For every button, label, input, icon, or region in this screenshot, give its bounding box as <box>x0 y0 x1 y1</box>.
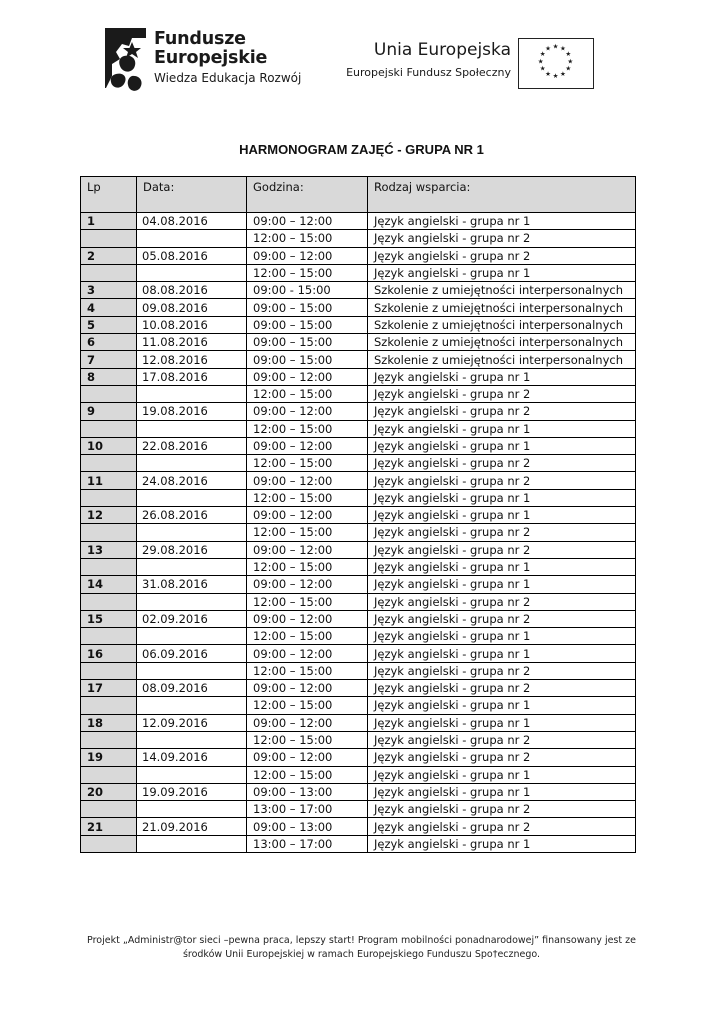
cell-lp: 2 <box>81 247 137 264</box>
cell-time: 12:00 – 15:00 <box>247 420 368 437</box>
cell-type: Język angielski - grupa nr 1 <box>368 714 636 731</box>
cell-type: Język angielski - grupa nr 2 <box>368 403 636 420</box>
svg-text:★: ★ <box>537 57 544 66</box>
table-row <box>81 472 636 489</box>
cell-date: 22.08.2016 <box>137 437 247 454</box>
header-lp: Lp <box>81 177 137 213</box>
cell-lp <box>81 766 137 783</box>
cell-date: 12.08.2016 <box>137 351 247 368</box>
cell-lp <box>81 628 137 645</box>
table-row <box>81 628 636 645</box>
table-row <box>81 835 636 852</box>
cell-lp <box>81 230 137 247</box>
svg-text:★: ★ <box>539 49 546 58</box>
cell-date: 26.08.2016 <box>137 507 247 524</box>
footer <box>0 934 723 962</box>
cell-date <box>137 835 247 852</box>
cell-lp: 5 <box>81 316 137 333</box>
cell-date: 04.08.2016 <box>137 213 247 230</box>
table-row <box>81 403 636 420</box>
svg-text:★: ★ <box>565 64 572 73</box>
document-title: HARMONOGRAM ZAJĘĆ - GRUPA NR 1 <box>239 142 484 157</box>
cell-time: 13:00 – 17:00 <box>247 835 368 852</box>
cell-date <box>137 766 247 783</box>
cell-date: 06.09.2016 <box>137 645 247 662</box>
cell-date: 29.08.2016 <box>137 541 247 558</box>
svg-text:★: ★ <box>539 64 546 73</box>
cell-time: 12:00 – 15:00 <box>247 455 368 472</box>
ue-logo-subtitle: Europejski Fundusz Społeczny <box>346 66 511 79</box>
table-row <box>81 316 636 333</box>
table-row <box>81 230 636 247</box>
cell-lp <box>81 731 137 748</box>
cell-lp <box>81 662 137 679</box>
cell-type: Język angielski - grupa nr 2 <box>368 662 636 679</box>
cell-date <box>137 385 247 402</box>
table-row <box>81 801 636 818</box>
table-row <box>81 489 636 506</box>
cell-type: Język angielski - grupa nr 2 <box>368 385 636 402</box>
cell-lp: 18 <box>81 714 137 731</box>
cell-date: 09.08.2016 <box>137 299 247 316</box>
cell-time: 12:00 – 15:00 <box>247 230 368 247</box>
table-row <box>81 541 636 558</box>
cell-time: 09:00 – 12:00 <box>247 541 368 558</box>
schedule-table <box>80 176 636 853</box>
cell-type: Język angielski - grupa nr 2 <box>368 749 636 766</box>
cell-date <box>137 628 247 645</box>
cell-time: 12:00 – 15:00 <box>247 524 368 541</box>
cell-type: Szkolenie z umiejętności interpersonalnych <box>368 316 636 333</box>
cell-type: Język angielski - grupa nr 1 <box>368 507 636 524</box>
cell-lp <box>81 264 137 281</box>
cell-date: 31.08.2016 <box>137 576 247 593</box>
cell-lp: 4 <box>81 299 137 316</box>
table-row <box>81 264 636 281</box>
cell-time: 09:00 – 12:00 <box>247 645 368 662</box>
cell-date <box>137 731 247 748</box>
cell-type: Język angielski - grupa nr 1 <box>368 697 636 714</box>
cell-type: Język angielski - grupa nr 2 <box>368 593 636 610</box>
footer-line2: środków Unii Europejskiej w ramach Europejskiego Funduszu Spo†ecznego. <box>182 949 541 960</box>
cell-lp: 11 <box>81 472 137 489</box>
cell-type: Język angielski - grupa nr 2 <box>368 230 636 247</box>
table-row <box>81 420 636 437</box>
cell-time: 09:00 – 12:00 <box>247 749 368 766</box>
table-row <box>81 558 636 575</box>
cell-type: Szkolenie z umiejętności interpersonalnych <box>368 351 636 368</box>
cell-lp <box>81 385 137 402</box>
cell-lp <box>81 801 137 818</box>
cell-type: Język angielski - grupa nr 1 <box>368 264 636 281</box>
cell-time: 09:00 – 12:00 <box>247 368 368 385</box>
cell-lp <box>81 524 137 541</box>
table-row <box>81 299 636 316</box>
table-row <box>81 593 636 610</box>
cell-type: Język angielski - grupa nr 1 <box>368 437 636 454</box>
table-row <box>81 437 636 454</box>
cell-lp: 14 <box>81 576 137 593</box>
cell-time: 12:00 – 15:00 <box>247 766 368 783</box>
cell-lp: 20 <box>81 783 137 800</box>
cell-lp: 8 <box>81 368 137 385</box>
cell-time: 12:00 – 15:00 <box>247 558 368 575</box>
cell-time: 12:00 – 15:00 <box>247 489 368 506</box>
cell-type: Język angielski - grupa nr 1 <box>368 628 636 645</box>
cell-type: Język angielski - grupa nr 2 <box>368 247 636 264</box>
cell-lp <box>81 558 137 575</box>
cell-date: 10.08.2016 <box>137 316 247 333</box>
cell-time: 09:00 – 12:00 <box>247 247 368 264</box>
table-row <box>81 680 636 697</box>
cell-time: 09:00 – 12:00 <box>247 437 368 454</box>
cell-date: 05.08.2016 <box>137 247 247 264</box>
cell-type: Język angielski - grupa nr 1 <box>368 783 636 800</box>
cell-type: Język angielski - grupa nr 2 <box>368 524 636 541</box>
table-row <box>81 524 636 541</box>
cell-date: 19.08.2016 <box>137 403 247 420</box>
table-row <box>81 610 636 627</box>
fundusze-europejskie-emblem-icon <box>102 26 150 96</box>
cell-type: Język angielski - grupa nr 1 <box>368 766 636 783</box>
table-row <box>81 576 636 593</box>
table-header-row <box>81 177 636 213</box>
cell-lp: 9 <box>81 403 137 420</box>
cell-lp: 16 <box>81 645 137 662</box>
cell-date: 21.09.2016 <box>137 818 247 835</box>
table-row <box>81 783 636 800</box>
svg-text:★: ★ <box>545 70 552 79</box>
cell-type: Szkolenie z umiejętności interpersonalnych <box>368 334 636 351</box>
cell-date <box>137 489 247 506</box>
cell-time: 09:00 – 12:00 <box>247 576 368 593</box>
table-row <box>81 731 636 748</box>
cell-lp <box>81 697 137 714</box>
cell-type: Język angielski - grupa nr 1 <box>368 489 636 506</box>
cell-date <box>137 420 247 437</box>
cell-time: 09:00 – 12:00 <box>247 610 368 627</box>
cell-time: 09:00 – 15:00 <box>247 316 368 333</box>
footer-line1: Projekt „Administr@tor sieci –pewna praca, lepszy start! Program mobilności ponadnarodowej” finansowany jest ze <box>87 935 636 946</box>
cell-time: 12:00 – 15:00 <box>247 662 368 679</box>
eu-stars-icon <box>519 39 592 87</box>
cell-date: 12.09.2016 <box>137 714 247 731</box>
cell-lp <box>81 593 137 610</box>
cell-type: Szkolenie z umiejętności interpersonalnych <box>368 282 636 299</box>
cell-date <box>137 697 247 714</box>
cell-date: 17.08.2016 <box>137 368 247 385</box>
cell-time: 09:00 – 12:00 <box>247 403 368 420</box>
cell-date: 08.09.2016 <box>137 680 247 697</box>
cell-lp: 3 <box>81 282 137 299</box>
cell-lp <box>81 835 137 852</box>
table-row <box>81 351 636 368</box>
cell-lp <box>81 455 137 472</box>
table-row <box>81 507 636 524</box>
eu-flag-icon <box>518 38 594 89</box>
svg-text:★: ★ <box>559 44 566 53</box>
cell-time: 09:00 – 15:00 <box>247 351 368 368</box>
table-row <box>81 247 636 264</box>
table-row <box>81 749 636 766</box>
svg-text:★: ★ <box>552 42 559 51</box>
cell-lp: 1 <box>81 213 137 230</box>
cell-lp <box>81 420 137 437</box>
fundusze-europejskie-logo <box>102 26 302 98</box>
table-row <box>81 662 636 679</box>
cell-type: Język angielski - grupa nr 2 <box>368 818 636 835</box>
cell-type: Język angielski - grupa nr 2 <box>368 455 636 472</box>
svg-text:★: ★ <box>545 44 552 53</box>
fe-logo-line1: Fundusze <box>154 29 246 49</box>
cell-date <box>137 662 247 679</box>
cell-type: Język angielski - grupa nr 1 <box>368 213 636 230</box>
cell-time: 09:00 – 12:00 <box>247 680 368 697</box>
table-row <box>81 714 636 731</box>
cell-time: 12:00 – 15:00 <box>247 385 368 402</box>
svg-text:★: ★ <box>552 72 559 81</box>
table-row <box>81 282 636 299</box>
cell-lp: 13 <box>81 541 137 558</box>
table-row <box>81 818 636 835</box>
cell-date <box>137 455 247 472</box>
cell-date <box>137 524 247 541</box>
cell-date: 24.08.2016 <box>137 472 247 489</box>
cell-time: 09:00 - 15:00 <box>247 282 368 299</box>
cell-type: Język angielski - grupa nr 1 <box>368 420 636 437</box>
cell-time: 09:00 – 12:00 <box>247 213 368 230</box>
cell-time: 09:00 – 13:00 <box>247 818 368 835</box>
cell-type: Język angielski - grupa nr 1 <box>368 558 636 575</box>
cell-date <box>137 264 247 281</box>
cell-type: Język angielski - grupa nr 2 <box>368 472 636 489</box>
unia-europejska-logo <box>334 38 596 90</box>
cell-time: 09:00 – 12:00 <box>247 714 368 731</box>
cell-lp: 12 <box>81 507 137 524</box>
table-row <box>81 766 636 783</box>
table-row <box>81 455 636 472</box>
table-row <box>81 645 636 662</box>
cell-time: 12:00 – 15:00 <box>247 593 368 610</box>
cell-time: 12:00 – 15:00 <box>247 264 368 281</box>
cell-lp: 10 <box>81 437 137 454</box>
svg-text:★: ★ <box>567 57 574 66</box>
cell-lp <box>81 489 137 506</box>
cell-type: Język angielski - grupa nr 2 <box>368 680 636 697</box>
cell-type: Język angielski - grupa nr 2 <box>368 541 636 558</box>
cell-type: Język angielski - grupa nr 2 <box>368 610 636 627</box>
cell-lp: 7 <box>81 351 137 368</box>
fe-logo-line2: Europejskie <box>154 48 268 68</box>
cell-time: 09:00 – 15:00 <box>247 334 368 351</box>
header-type: Rodzaj wsparcia: <box>368 177 636 213</box>
cell-date: 02.09.2016 <box>137 610 247 627</box>
cell-type: Język angielski - grupa nr 1 <box>368 645 636 662</box>
cell-time: 09:00 – 12:00 <box>247 472 368 489</box>
cell-lp: 6 <box>81 334 137 351</box>
table-row <box>81 385 636 402</box>
header-date: Data: <box>137 177 247 213</box>
cell-type: Język angielski - grupa nr 1 <box>368 576 636 593</box>
header-time: Godzina: <box>247 177 368 213</box>
cell-date <box>137 593 247 610</box>
schedule-body <box>81 213 636 853</box>
cell-type: Język angielski - grupa nr 2 <box>368 801 636 818</box>
cell-time: 09:00 – 13:00 <box>247 783 368 800</box>
cell-lp: 17 <box>81 680 137 697</box>
cell-lp: 15 <box>81 610 137 627</box>
table-row <box>81 368 636 385</box>
cell-time: 12:00 – 15:00 <box>247 697 368 714</box>
cell-time: 12:00 – 15:00 <box>247 731 368 748</box>
svg-text:★: ★ <box>559 70 566 79</box>
cell-lp: 19 <box>81 749 137 766</box>
svg-text:★: ★ <box>565 49 572 58</box>
cell-type: Język angielski - grupa nr 1 <box>368 835 636 852</box>
cell-date <box>137 558 247 575</box>
cell-time: 13:00 – 17:00 <box>247 801 368 818</box>
cell-date: 08.08.2016 <box>137 282 247 299</box>
cell-type: Język angielski - grupa nr 2 <box>368 731 636 748</box>
cell-lp: 21 <box>81 818 137 835</box>
cell-time: 09:00 – 15:00 <box>247 299 368 316</box>
fe-logo-tagline: Wiedza Edukacja Rozwój <box>154 71 302 85</box>
cell-time: 12:00 – 15:00 <box>247 628 368 645</box>
cell-time: 09:00 – 12:00 <box>247 507 368 524</box>
cell-date: 14.09.2016 <box>137 749 247 766</box>
cell-date: 19.09.2016 <box>137 783 247 800</box>
cell-date: 11.08.2016 <box>137 334 247 351</box>
cell-date <box>137 801 247 818</box>
ue-logo-title: Unia Europejska <box>373 40 511 60</box>
cell-type: Szkolenie z umiejętności interpersonalnych <box>368 299 636 316</box>
table-row <box>81 213 636 230</box>
table-row <box>81 697 636 714</box>
table-row <box>81 334 636 351</box>
cell-date <box>137 230 247 247</box>
cell-type: Język angielski - grupa nr 1 <box>368 368 636 385</box>
